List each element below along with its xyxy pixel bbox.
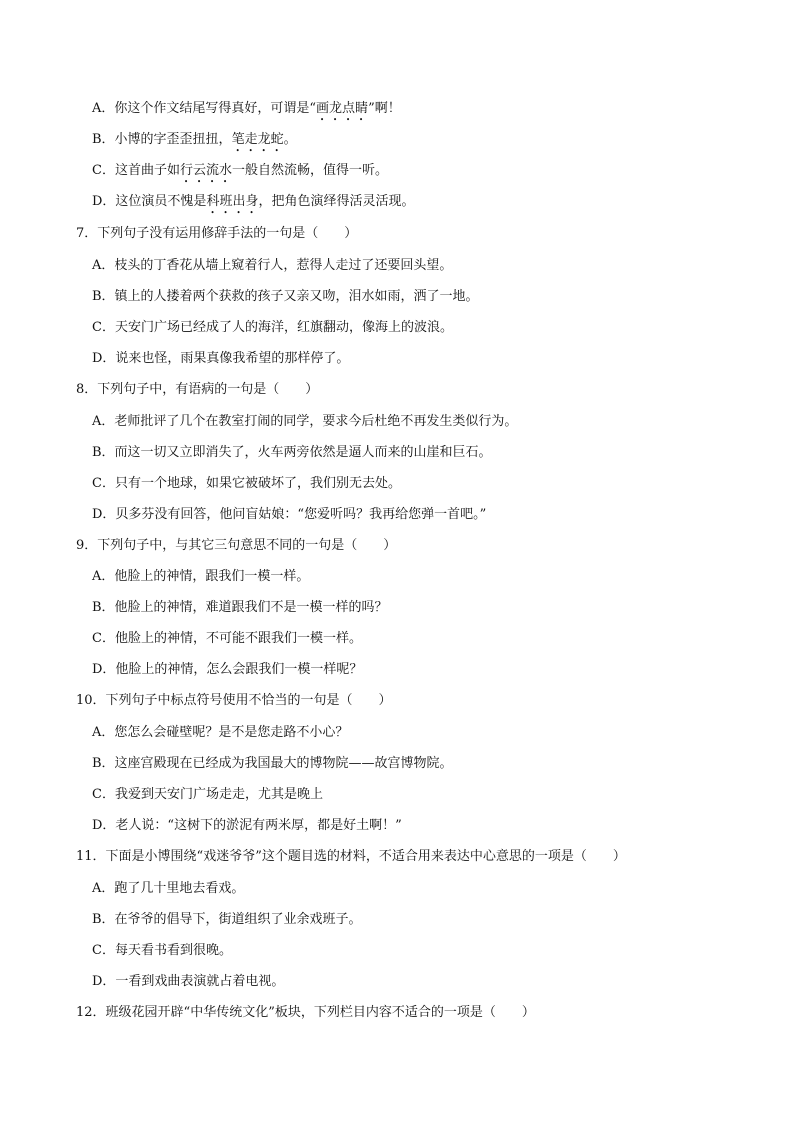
q10-option-c: C．我爱到天安门广场走走，尤其是晚上 [92, 787, 323, 802]
q10-stem: 10．下列句子中标点符号使用不恰当的一句是（ ） [76, 693, 392, 708]
q8-stem: 8．下列句子中，有语病的一句是（ ） [76, 382, 319, 397]
emphasized-idiom: 行云流水 [179, 163, 232, 178]
option-text: ，把角色演绎得活灵活现。 [258, 194, 415, 209]
option-text: A．你这个作文结尾写得真好，可谓是“ [92, 101, 317, 116]
emphasized-idiom: 科班出身 [206, 194, 259, 209]
q8-option-a: A．老师批评了几个在教室打闹的同学，要求今后杜绝不再发生类似行为。 [92, 414, 518, 429]
q9-option-a: A．他脸上的神情，跟我们一模一样。 [92, 569, 310, 584]
q11-stem: 11．下面是小博围绕“戏迷爷爷”这个题目选的材料，不适合用来表达中心意思的一项是（ ） [76, 849, 626, 864]
option-text: 。 [283, 132, 297, 147]
q7-option-d: D．说来也怪，雨果真像我希望的那样停了。 [92, 351, 350, 366]
q7-option-c: C．天安门广场已经成了人的海洋，红旗翻动，像海上的波浪。 [92, 320, 453, 335]
q7-option-a: A．枝头的丁香花从墙上窥着行人，惹得人走过了还要回头望。 [92, 258, 453, 273]
emphasized-idiom: 画龙点睛 [316, 101, 369, 116]
q11-option-a: A．跑了几十里地去看戏。 [92, 881, 245, 896]
q9-option-b: B．他脸上的神情，难道跟我们不是一模一样的吗？ [92, 600, 388, 615]
option-text: C．这首曲子如 [92, 163, 180, 178]
q6-option-a [92, 100, 401, 118]
q11-option-d: D．一看到戏曲表演就占着电视。 [92, 974, 285, 989]
q9-option-d: D．他脸上的神情，怎么会跟我们一模一样呢？ [92, 662, 363, 677]
q10-option-a: A．您怎么会碰壁呢？是不是您走路不小心？ [92, 725, 349, 740]
q10-option-b: B．这座宫殿现在已经成为我国最大的博物院——故宫博物院。 [92, 756, 453, 771]
q10-option-d: D．老人说：“这树下的淤泥有两米厚，都是好土啊！” [92, 818, 402, 833]
q6-option-b [92, 131, 297, 149]
q12-stem: 12．班级花园开辟“中华传统文化”板块，下列栏目内容不适合的一项是（ ） [76, 1005, 535, 1020]
q11-option-c: C．每天看书看到很晚。 [92, 943, 232, 958]
q8-option-d: D．贝多芬没有回答，他问盲姑娘：“您爱听吗？我再给您弹一首吧。” [92, 507, 487, 522]
q9-stem: 9．下列句子中，与其它三句意思不同的一句是（ ） [76, 538, 397, 553]
q11-option-b: B．在爷爷的倡导下，街道组织了业余戏班子。 [92, 912, 362, 927]
option-text: 一般自然流畅，值得一听。 [231, 163, 388, 178]
q7-option-b: B．镇上的人搂着两个获救的孩子又亲又吻，泪水如雨，洒了一地。 [92, 289, 479, 304]
option-text: D．这位演员不愧是 [92, 194, 207, 209]
emphasized-idiom: 笔走龙蛇 [231, 132, 284, 147]
q6-option-c [92, 162, 388, 180]
q9-option-c: C．他脸上的神情，不可能不跟我们一模一样。 [92, 631, 362, 646]
option-text: ”啊！ [368, 101, 401, 116]
q8-option-b: B．而这一切又立即消失了，火车两旁依然是逼人而来的山崖和巨石。 [92, 445, 492, 460]
q6-option-d [92, 193, 414, 211]
q7-stem: 7．下列句子没有运用修辞手法的一句是（ ） [76, 226, 358, 241]
option-text: B．小博的字歪歪扭扭， [92, 132, 232, 147]
q8-option-c: C．只有一个地球，如果它被破坏了，我们别无去处。 [92, 476, 401, 491]
